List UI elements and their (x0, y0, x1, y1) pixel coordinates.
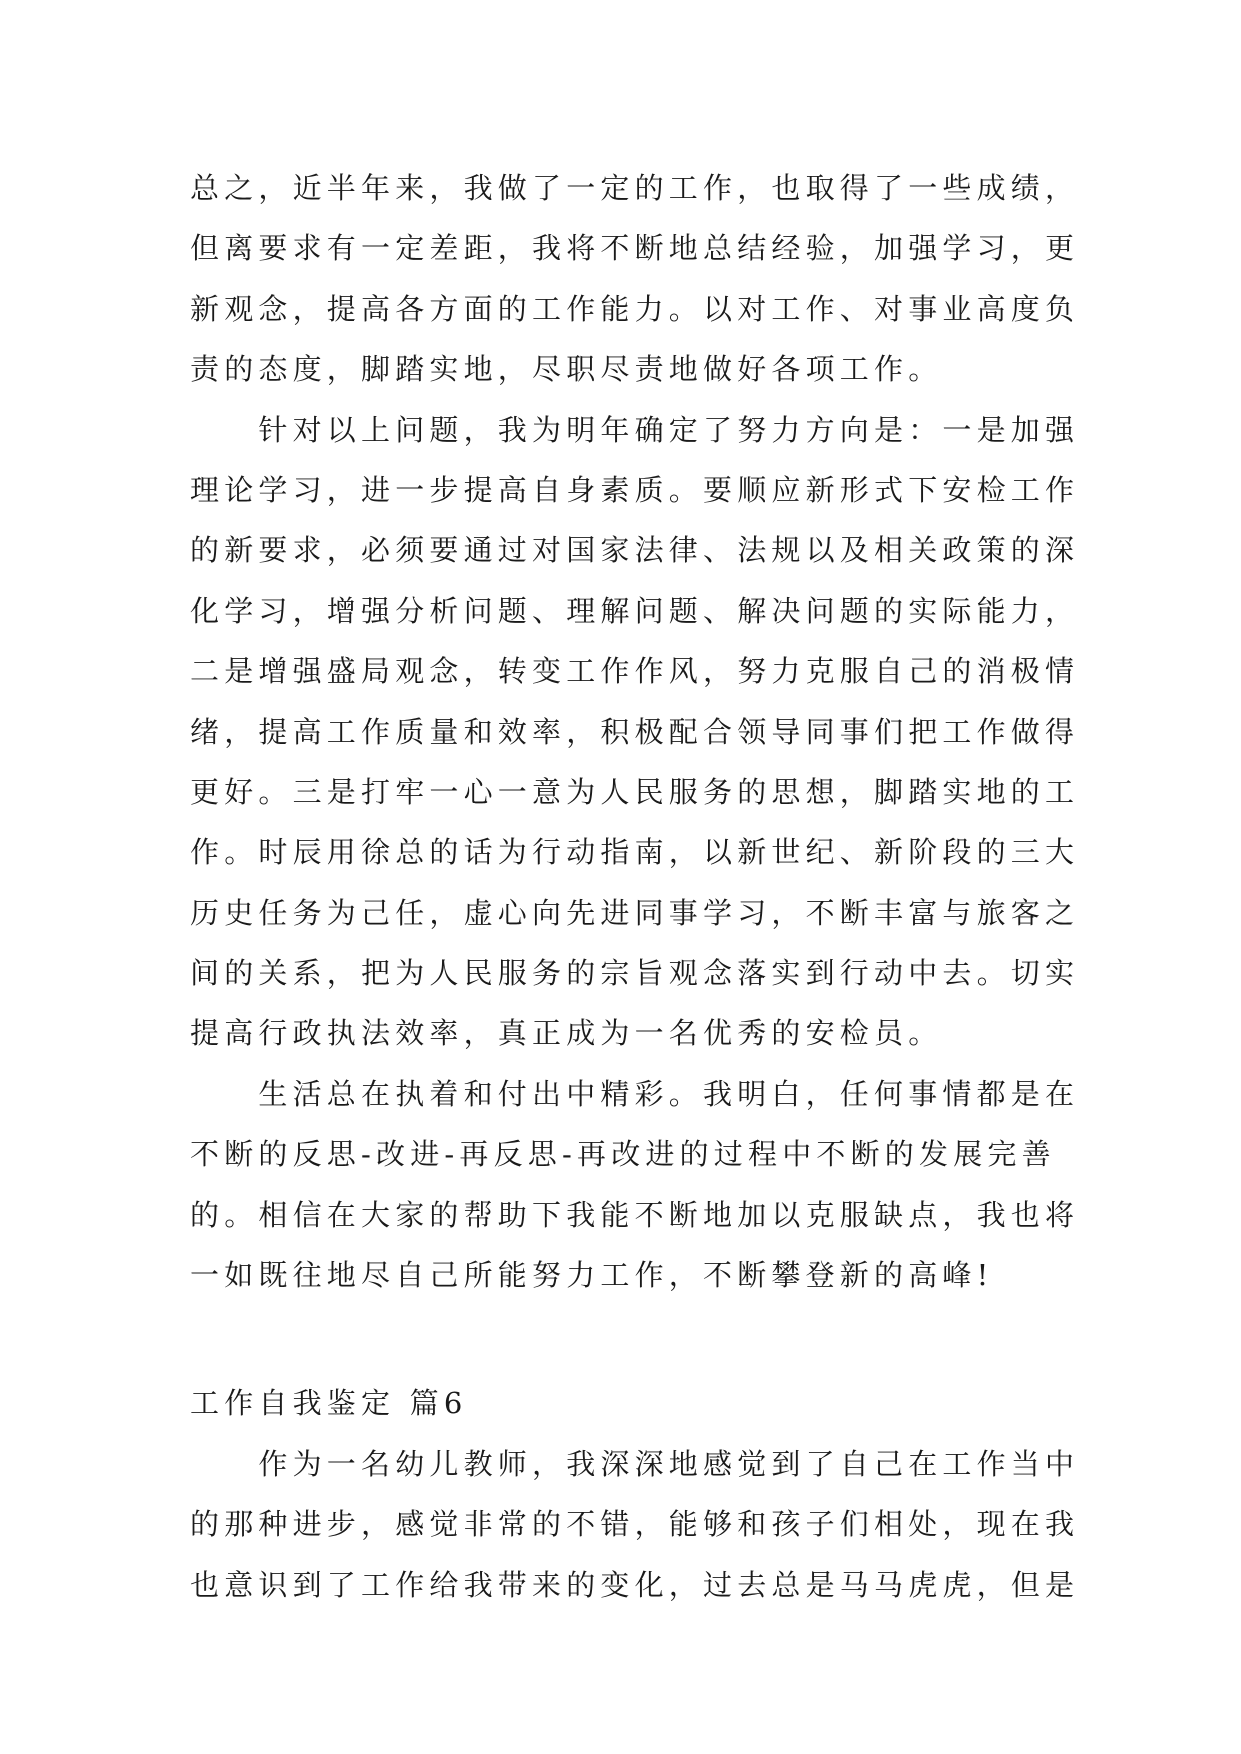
text-line: 化学习，增强分析问题、理解问题、解决问题的实际能力， (190, 593, 1080, 628)
text-line: 更好。三是打牢一心一意为人民服务的思想，脚踏实地的工 (190, 774, 1080, 809)
text-line: 一如既往地尽自己所能努力工作，不断攀登新的高峰! (190, 1258, 994, 1293)
text-line: 但离要求有一定差距，我将不断地总结经验，加强学习，更 (190, 231, 1080, 266)
text-line: 新观念，提高各方面的工作能力。以对工作、对事业高度负 (190, 291, 1080, 326)
text-line: 作为一名幼儿教师，我深深地感觉到了自己在工作当中 (190, 1446, 1080, 1481)
text-line: 间的关系，把为人民服务的宗旨观念落实到行动中去。切实 (190, 956, 1080, 991)
text-line: 生活总在执着和付出中精彩。我明白，任何事情都是在 (190, 1076, 1080, 1111)
text-line: 绪，提高工作质量和效率，积极配合领导同事们把工作做得 (190, 714, 1080, 749)
text-line: 的那种进步，感觉非常的不错，能够和孩子们相处，现在我 (190, 1507, 1080, 1542)
text-line: 的新要求，必须要通过对国家法律、法规以及相关政策的深 (190, 533, 1080, 568)
text-line: 的。相信在大家的帮助下我能不断地加以克服缺点，我也将 (190, 1197, 1080, 1232)
text-line: 二是增强盛局观念，转变工作作风，努力克服自己的消极情 (190, 654, 1080, 689)
text-line: 针对以上问题，我为明年确定了努力方向是：一是加强 (190, 412, 1080, 447)
text-line: 不断的反思-改进-再反思-再改进的过程中不断的发展完善 (190, 1137, 1056, 1172)
section-heading: 工作自我鉴定 篇6 (190, 1386, 468, 1421)
document-body (190, 158, 1080, 1615)
text-line: 责的态度，脚踏实地，尽职尽责地做好各项工作。 (190, 352, 943, 387)
text-line: 总之，近半年来，我做了一定的工作，也取得了一些成绩， (190, 171, 1080, 205)
text-line: 提高行政执法效率，真正成为一名优秀的安检员。 (190, 1016, 943, 1051)
text-line: 理论学习，进一步提高自身素质。要顺应新形式下安检工作 (190, 472, 1080, 507)
text-line: 也意识到了工作给我带来的变化，过去总是马马虎虎，但是 (190, 1567, 1080, 1602)
text-line: 作。时辰用徐总的话为行动指南，以新世纪、新阶段的三大 (190, 835, 1080, 870)
text-line: 历史任务为己任，虚心向先进同事学习，不断丰富与旅客之 (190, 895, 1080, 930)
section-gap (190, 1305, 1060, 1373)
